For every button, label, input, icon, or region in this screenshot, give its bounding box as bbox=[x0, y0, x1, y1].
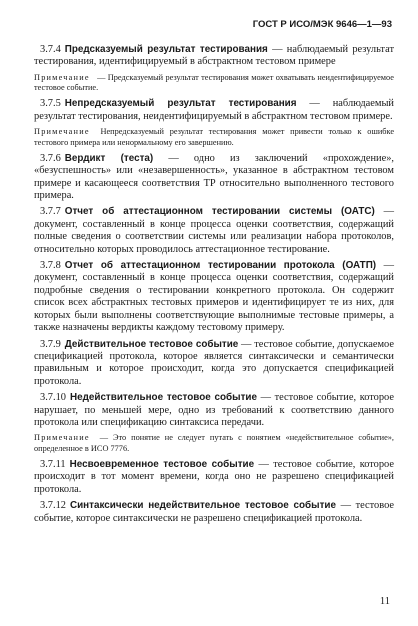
term-heading: Несвоевременное тестовое событие bbox=[69, 458, 255, 470]
note bbox=[34, 433, 394, 454]
definition-3-7-5 bbox=[34, 98, 394, 123]
note-label: Примечание bbox=[34, 72, 90, 82]
document-body bbox=[34, 44, 394, 529]
definition-text: — наблюдаемый результат тестирования, идентифицируемый в абстрактном тестовом примере bbox=[34, 44, 394, 68]
clause-number: 3.7.6 bbox=[40, 152, 61, 164]
clause-number: 3.7.12 bbox=[40, 500, 66, 512]
definition-text: — тестовое событие, допускаемое спецификацией протокола, которое является синтаксически и семантически правильным и которое происходит, когда это допускается спецификацией протокола. bbox=[34, 338, 394, 387]
clause-number: 3.7.11 bbox=[40, 458, 66, 470]
clause-number: 3.7.8 bbox=[40, 260, 61, 272]
note-label: Примечание bbox=[34, 127, 90, 137]
note bbox=[34, 73, 394, 94]
term-heading: Недействительное тестовое событие bbox=[69, 392, 257, 404]
term-heading: Непредсказуемый результат тестирования bbox=[64, 98, 297, 110]
definition-text: — тестовое событие, которое нарушает, по меньшей мере, одно из требований к соответствию данного протокола или спецификацию синтаксиса передачи. bbox=[34, 392, 394, 428]
definition-3-7-11 bbox=[34, 459, 394, 496]
term-heading: Предсказуемый результат тестирования bbox=[64, 44, 268, 55]
definition-3-7-10 bbox=[34, 392, 394, 429]
note-text: — Предсказуемый результат тестирования может охватывать неидентифицируемое тестовое событие. bbox=[34, 72, 394, 93]
clause-number: 3.7.5 bbox=[40, 98, 61, 110]
definition-text: — наблюдаемый результат тестирования, неидентифицируемый в абстрактном тестовом примере. bbox=[34, 98, 394, 122]
term-heading: Отчет об аттестационном тестировании протокола (ОАТП) bbox=[64, 260, 377, 272]
term-heading: Действительное тестовое событие bbox=[64, 338, 239, 350]
clause-number: 3.7.9 bbox=[40, 338, 61, 350]
note-text: Непредсказуемый результат тестирования может привести только к ошибке тестового примера или ненормальному его завершению. bbox=[34, 127, 394, 147]
definition-text: — тестовое событие, которое синтаксически не разрешено спецификацией протокола. bbox=[34, 500, 395, 524]
definition-text: — документ, составленный в конце процесса оценки соответствия, содержащий полные сведения о соответствии системы или реализации набора протоколов, относительно которых проводилось аттестационное тестирование. bbox=[34, 206, 394, 255]
definition-text: — тестовое событие, которое происходит в тот момент времени, когда оно не разрешено спецификацией протокола. bbox=[34, 458, 394, 495]
definition-3-7-12 bbox=[34, 500, 394, 525]
term-heading: Синтаксически недействительное тестовое событие bbox=[69, 500, 336, 512]
note bbox=[34, 127, 394, 148]
definition-3-7-6 bbox=[34, 153, 394, 203]
term-heading: Отчет об аттестационном тестировании системы (ОАТС) bbox=[64, 206, 375, 218]
page-number: 11 bbox=[379, 596, 390, 607]
definition-3-7-7 bbox=[34, 206, 394, 256]
clause-number: 3.7.7 bbox=[40, 206, 61, 218]
note-text: — Это понятие не следует путать с понятием «недействительное событие», определенное в ИСО 7776. bbox=[34, 433, 394, 453]
definition-text: — документ, составленный в конце процесса оценки соответствия, содержащий подробные сведения о тестировании конкретного протокола. Он содержит список всех абстрактных тестовых примеров и идентифицирует те из них, для которых были выполнены соответствующие выполнимые тестовые примеры, а также назначены вердикты каждому тестовому примеру. bbox=[34, 260, 394, 334]
definition-3-7-9 bbox=[34, 339, 394, 389]
note-label: Примечание bbox=[34, 433, 90, 443]
definition-3-7-4 bbox=[34, 44, 394, 69]
document-header: ГОСТ Р ИСО/МЭК 9646—1—93 bbox=[252, 19, 392, 30]
definition-text: — одно из заключений «прохождение», «безуспешность» или «незавершенность», указанное в абстрактном тестовом примере и касающееся соответствия ТР относительно выполненного тестового примера. bbox=[34, 152, 394, 202]
clause-number: 3.7.10 bbox=[40, 392, 66, 404]
clause-number: 3.7.4 bbox=[40, 44, 61, 55]
term-heading: Вердикт (теста) bbox=[64, 152, 154, 164]
definition-3-7-8 bbox=[34, 260, 394, 334]
